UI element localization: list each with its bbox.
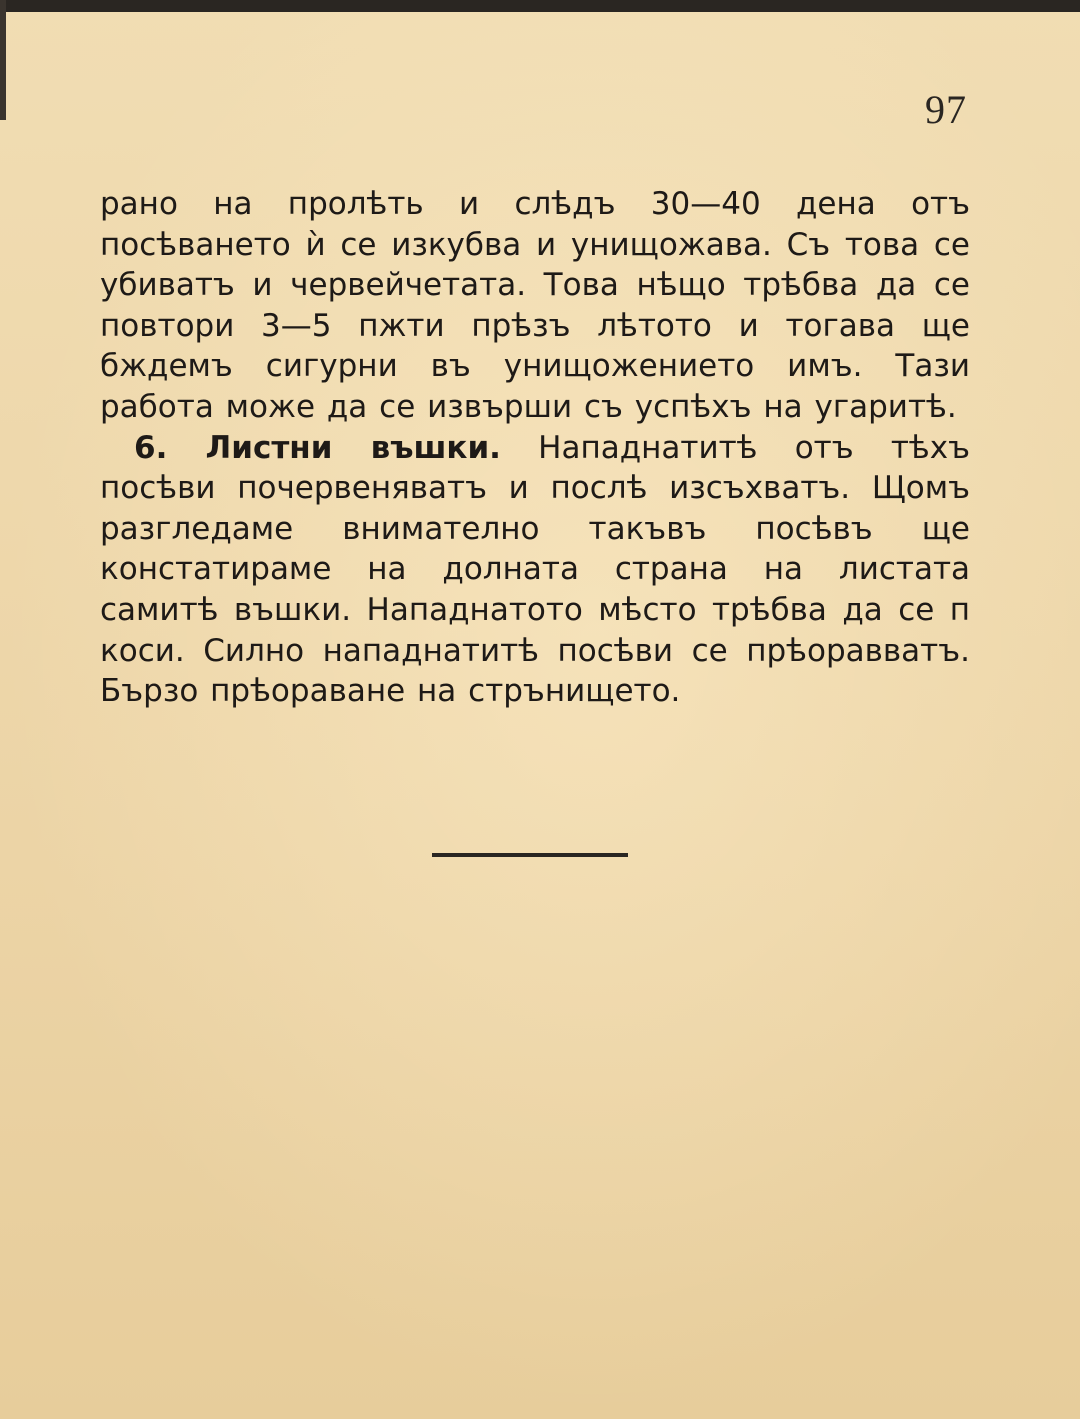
- paragraph-2: [100, 428, 970, 712]
- paragraph-2-text: Нападнатитѣ отъ тѣхъ посѣви почервеняватъ и послѣ изсъхватъ. Щомъ разгледаме внимателно такъвъ посѣвъ ще констатираме на долната страна на листата самитѣ въшки. Нападнатото мѣсто трѣбва да се п коси. Силно нападнатитѣ посѣви се прѣоравватъ. Бързо прѣораване на стрънището.: [100, 429, 970, 710]
- page-left-edge: [0, 0, 6, 120]
- end-rule: [432, 853, 628, 857]
- paragraph-1: рано на пролѣть и слѣдъ 30—40 дена отъ посѣването ѝ се изкубва и унищожава. Съ това се убиватъ и червейчетата. Това нѣщо трѣбва да се повтори 3—5 пжти прѣзъ лѣтото и тогава ще бждемъ сигурни въ унищожението имъ. Тази работа може да се извърши съ успѣхъ на угаритѣ.: [100, 186, 970, 425]
- page-number: 97: [925, 87, 967, 132]
- section-heading: 6. Листни въшки.: [134, 429, 501, 466]
- page-top-edge: [0, 0, 1080, 12]
- body-text: [100, 184, 970, 712]
